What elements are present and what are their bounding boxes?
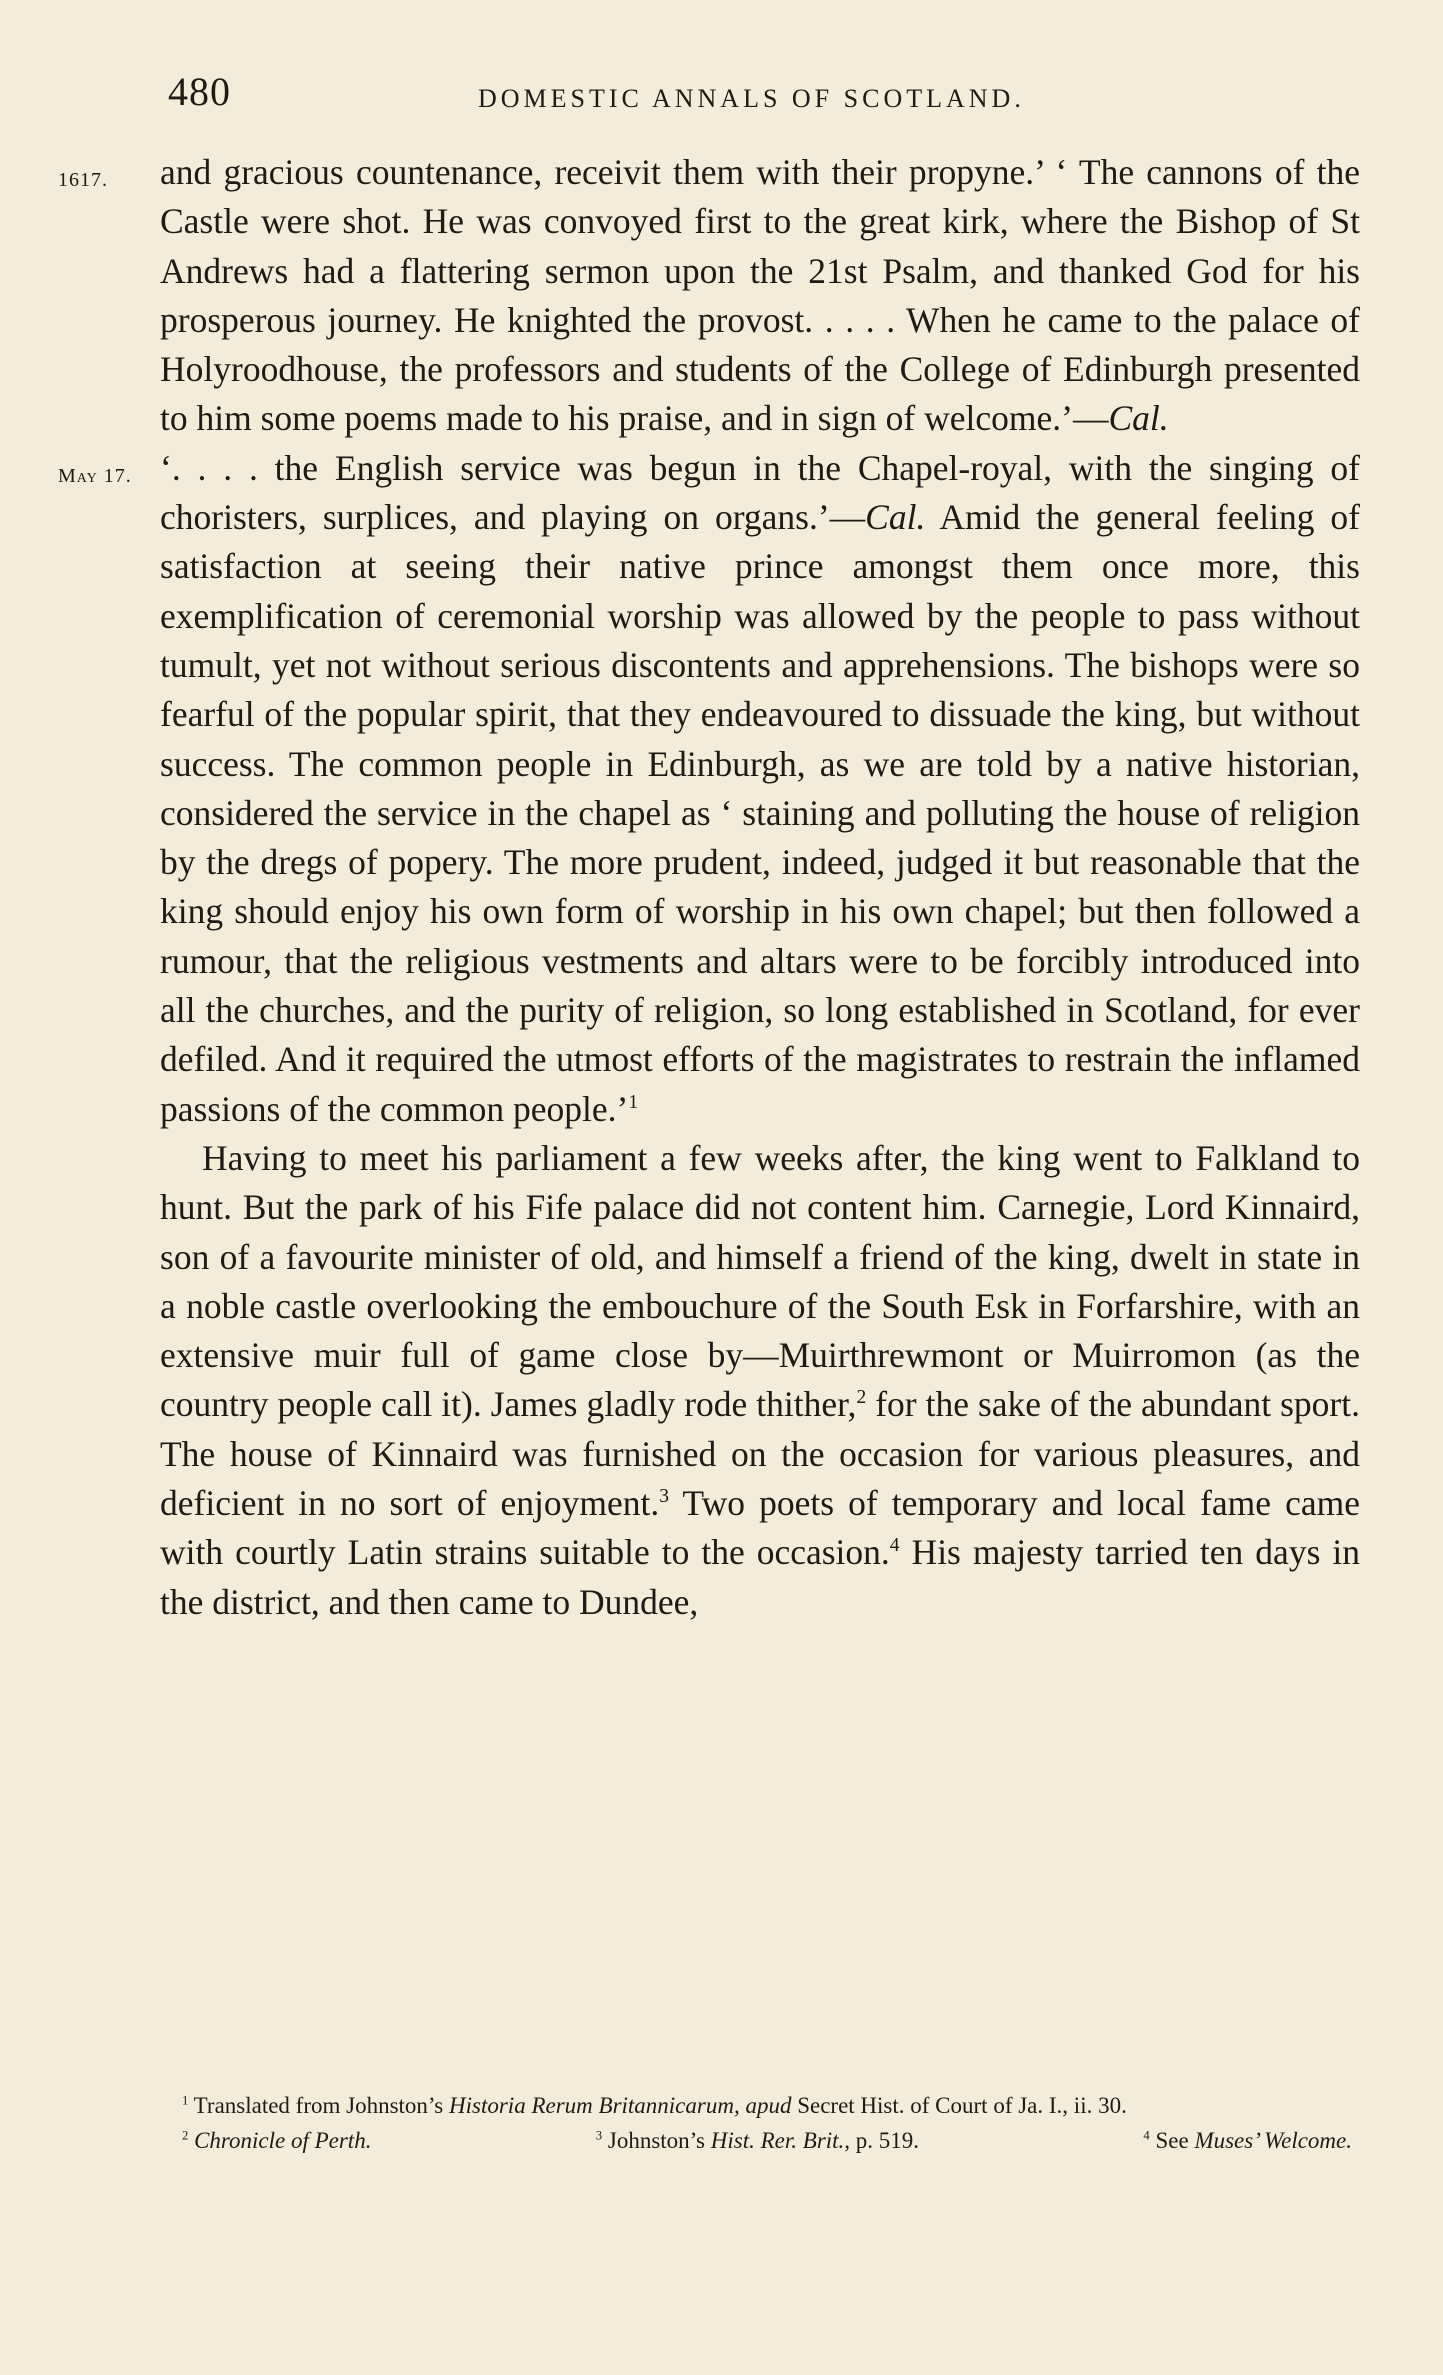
footnote-2: [182, 2123, 371, 2158]
paragraph-3: [160, 1134, 1360, 1627]
footnote-ref-4[interactable]: 4: [889, 1535, 900, 1557]
footnote-ref-3[interactable]: 3: [659, 1486, 669, 1508]
footnote-2-title: Chronicle of Perth.: [194, 2128, 372, 2153]
paragraph-3-text-a: Having to meet his parliament a few weeks after, the king went to Falkland to hunt. But the park of his Fife palace did not content him. Carnegie, Lord Kinnaird, son of a favourite minister of old, and himself a friend of the king, dwelt in state in a noble castle overlooking the embouchure of the South Esk in Forfarshire, with an extensive muir full of game close by—Muirthrewmont or Muirromon (as the country people call it). James gladly rode thither,: [160, 1137, 1360, 1425]
footnote-4-text: See: [1149, 2128, 1195, 2153]
footnote-ref-1[interactable]: 1: [628, 1091, 639, 1113]
footnote-1-number: 1: [182, 2093, 189, 2108]
citation-cal: Cal.: [865, 497, 926, 538]
margin-year: 1617.: [58, 169, 108, 191]
citation-cal: Cal.: [1108, 398, 1169, 439]
footnote-4-title: Muses’ Welcome.: [1194, 2128, 1352, 2153]
paragraph-3-text-b: for the sake of the abundant sport. The house of Kinnaird was furnished on the occasion for various pleasures, and deficient in no sort of enjoyment.: [160, 1384, 1360, 1524]
paragraph-2-quote: ‘. . . . the English service was begun in the Chapel-royal, with the singing of choristers, surplices, and playing on organs.’—: [160, 447, 1360, 538]
paragraph-3-text-c: Two poets of temporary and local fame came with courtly Latin strains suitable to the occasion.: [160, 1483, 1360, 1573]
footnotes: [160, 2088, 1352, 2158]
running-title: DOMESTIC ANNALS OF SCOTLAND.: [478, 84, 1025, 113]
paragraph-2-text: Amid the general feeling of satisfaction at seeing their native prince amongst them once more, this exemplification of ceremonial worship was allowed by the people to pass without tumult, yet not without serious discontents and apprehensions. The bishops were so fearful of the popular spirit, that they endeavoured to dissuade the king, but without success. The common people in Edinburgh, as we are told by a native historian, considered the service in the chapel as ‘ staining and polluting the house of religion by the dregs of popery. The more prudent, indeed, judged it but reasonable that the king should enjoy his own form of worship in his own chapel; but then followed a rumour, that the religious vestments and altars were to be forcibly introduced into all the churches, and the purity of religion, so long established in Scotland, for ever defiled. And it required the utmost efforts of the magistrates to restrain the inflamed passions of the common people.’: [160, 497, 1360, 1129]
footnote-4-number: 4: [1143, 2128, 1150, 2143]
paragraph-2: [58, 444, 1360, 1134]
footnote-1-text: Translated from Johnston’s: [188, 2093, 450, 2118]
footnote-3-title: Hist. Rer. Brit.,: [710, 2128, 851, 2153]
footnote-4: [1143, 2123, 1352, 2158]
footnote-1-title: Historia Rerum Britannicarum,: [449, 2093, 740, 2118]
footnote-2-number: 2: [182, 2128, 189, 2143]
paragraph-1: [58, 148, 1360, 444]
footnote-ref-2[interactable]: 2: [856, 1387, 867, 1409]
footnote-1: [160, 2088, 1352, 2123]
page-number: 480: [168, 69, 231, 114]
running-head: [168, 68, 1348, 128]
paragraph-1-text: and gracious countenance, receivit them with their propyne.’ ‘ The cannons of the Castle were shot. He was convoyed first to the great kirk, where the Bishop of St Andrews had a flattering sermon upon the 21st Psalm, and thanked God for his prosperous journey. He knighted the provost. . . . . When he came to the palace of Holyroodhouse, the professors and students of the College of Edinburgh presented to him some poems made to his praise, and in sign of welcome.’—: [160, 152, 1360, 439]
footnote-3-page: p. 519.: [850, 2128, 920, 2153]
body-text: [58, 148, 1360, 1627]
footnote-1-apud: apud: [739, 2093, 792, 2118]
footnote-3: [596, 2123, 919, 2158]
footnotes-row: [160, 2123, 1352, 2158]
margin-date: May 17.: [58, 464, 132, 487]
footnote-3-text: Johnston’s: [602, 2128, 711, 2153]
footnote-3-number: 3: [595, 2128, 603, 2143]
footnote-1-source: Secret Hist. of Court of Ja. I., ii. 30.: [791, 2093, 1127, 2118]
paragraph-3-text-d: His majesty tarried ten days in the district, and then came to Dundee,: [160, 1532, 1360, 1622]
